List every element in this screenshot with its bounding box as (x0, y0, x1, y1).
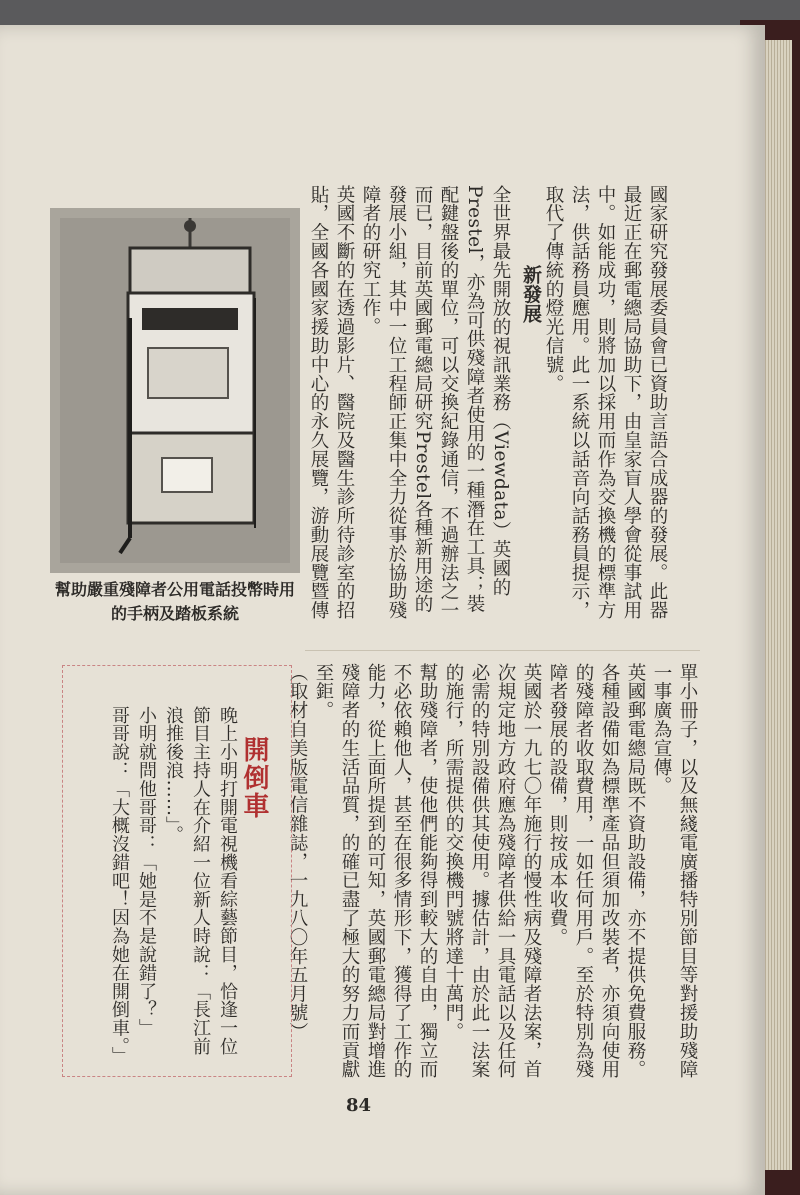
payphone-photo (50, 208, 300, 573)
photo-caption: 幫助嚴重殘障者公用電話投幣時用的手柄及踏板系統 (54, 580, 295, 623)
column-divider (305, 650, 700, 651)
section-heading: 新發展 (520, 265, 542, 324)
sidebar-title: 開倒車 (239, 736, 269, 820)
page-number: 84 (346, 1095, 372, 1116)
article-mid-text: 全世界最先開放的視訊業務（Viewdata）英國的Prestel，亦為可供殘障者使用的一種潛在工具；裝配鍵盤後的單位，可以交換紀錄通信，不過辦法之一而已，目前英國郵電總局研究Prestel各種新用途的發展小組，其中一位工程師正集中全力從事於協助殘障者的研究工作。 英國不斷的在透過影片、醫院及醫生診所待診室的招貼，全國各國家援助中心的永久展覽，游動展覽暨傳 (308, 185, 511, 620)
book-page (0, 25, 765, 1195)
joke-sidebar (62, 665, 292, 1077)
article-bottom-text: 單小冊子，以及無綫電廣播特別節目等對援助殘障一事廣為宣傳。 英國郵電總局既不資助設備，亦不提供免費服務。各種設備如為標準產品但須加改裝者，亦須向使用的殘障者收取費用，一如任何用戶。至於特別為殘障者發展的設備，則按成本收費。 英國於一九七〇年施行的慢性病及殘障者法案，首次規定地方政府應為殘障者供給一具電話以及任何必需的特別設備供其使用。據估計，由於此一法案的施行，所需提供的交換機門號將達十萬門。 幫助殘障者，使他們能夠得到較大的自由，獨立而不必依賴他人，甚至在很多情形下，獲得了工作的能力，從上面所提到的可知，英國郵電總局對增進殘障者的生活品質，的確已盡了極大的努力而貢獻至鉅。 （取材自美版電信雜誌，一九八〇年五月號） (287, 663, 698, 1079)
article-top-text: 國家研究發展委員會已資助言語合成器的發展。此器最近正在郵電總局協助下，由皇家盲人學會從事試用中。如能成功，則將加以採用而作為交換機的標準方法，供話務員應用。此一系統以話音向話務員提示，取代了傳統的燈光信號。 (543, 185, 668, 620)
payphone-illustration-icon (50, 208, 300, 573)
sidebar-text: 晚上小明打開電視機看綜藝節目，恰逢一位節目主持人在介紹一位新人時說：「長江前浪推後浪……」。 小明就問他哥哥：「她是不是說錯了？」 哥哥說：「大概沒錯吧！因為她在開倒車。」 (109, 706, 238, 1065)
